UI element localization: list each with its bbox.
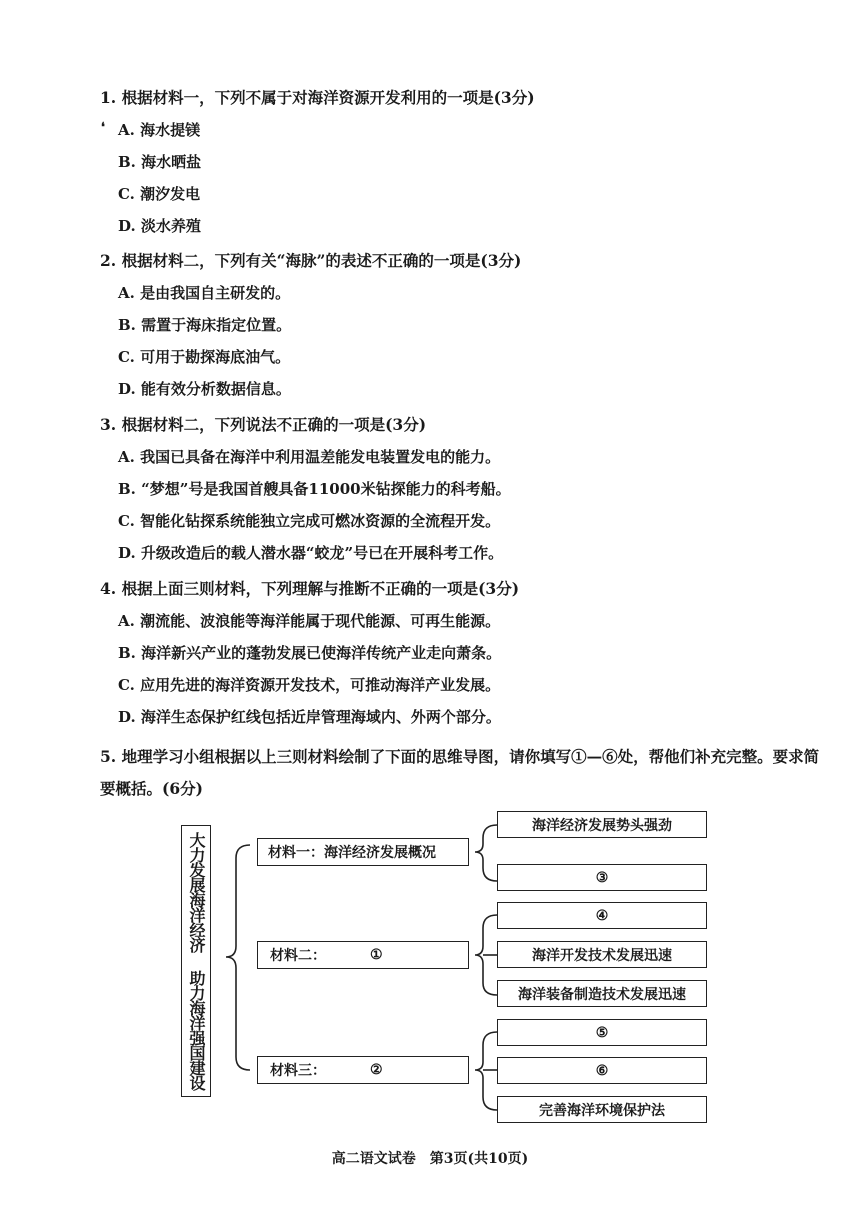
question-4 bbox=[100, 579, 820, 727]
option-d: D. 海洋生态保护红线包括近岸管理海域内、外两个部分。 bbox=[118, 708, 501, 726]
option-c: C. 应用先进的海洋资源开发技术，可推动海洋产业发展。 bbox=[118, 676, 501, 694]
option-c: C. 潮汐发电 bbox=[118, 185, 201, 203]
material-1-box: 材料一：海洋经济发展概况 bbox=[257, 838, 469, 866]
option-d: D. 能有效分析数据信息。 bbox=[118, 380, 291, 398]
blank-2: ② bbox=[370, 1062, 383, 1078]
leaf-box-1: 海洋经济发展势头强劲 bbox=[497, 811, 707, 838]
option-c: C. 智能化钻探系统能独立完成可燃冰资源的全流程开发。 bbox=[118, 512, 501, 530]
option-c: C. 可用于勘探海底油气。 bbox=[118, 348, 291, 366]
option-a: A. 海水提镁 bbox=[118, 121, 201, 139]
material-3-box: 材料三： ② bbox=[257, 1056, 469, 1084]
question-stem: 5. 地理学习小组根据以上三则材料绘制了下面的思维导图，请你填写①—⑥处，帮他们补充完整。要求简要概括。(6分) bbox=[100, 747, 820, 798]
question-2 bbox=[100, 251, 820, 399]
question-3 bbox=[100, 415, 820, 563]
question-stem: 2. 根据材料二，下列有关“海脉”的表述不正确的一项是(3分) bbox=[100, 251, 522, 270]
leaf-box-8: 完善海洋环境保护法 bbox=[497, 1096, 707, 1123]
leaf-box-4: 海洋开发技术发展迅速 bbox=[497, 941, 707, 968]
scan-mark: ❛ bbox=[101, 120, 105, 134]
question-5 bbox=[100, 741, 820, 805]
page-footer: 高二语文试卷 第3页(共10页) bbox=[331, 1151, 529, 1167]
option-b: B. “梦想”号是我国首艘具备11000米钻探能力的科考船。 bbox=[118, 480, 511, 498]
option-a: A. 潮流能、波浪能等海洋能属于现代能源、可再生能源。 bbox=[118, 612, 501, 630]
blank-1: ① bbox=[370, 947, 383, 963]
option-a: A. 是由我国自主研发的。 bbox=[118, 284, 291, 302]
question-stem: 1. 根据材料一，下列不属于对海洋资源开发利用的一项是(3分) bbox=[100, 88, 535, 107]
leaf-box-blank-6: ⑥ bbox=[497, 1057, 707, 1084]
option-b: B. 海洋新兴产业的蓬勃发展已使海洋传统产业走向萧条。 bbox=[118, 644, 502, 662]
leaf-box-blank-4: ④ bbox=[497, 902, 707, 929]
option-b: B. 海水晒盐 bbox=[118, 153, 202, 171]
mind-map-title: 大力发展海洋经济 助力海洋强国建设 bbox=[181, 825, 211, 1097]
option-a: A. 我国已具备在海洋中利用温差能发电装置发电的能力。 bbox=[118, 448, 501, 466]
option-b: B. 需置于海床指定位置。 bbox=[118, 316, 292, 334]
question-stem: 4. 根据上面三则材料，下列理解与推断不正确的一项是(3分) bbox=[100, 579, 520, 598]
question-stem: 3. 根据材料二，下列说法不正确的一项是(3分) bbox=[100, 415, 427, 434]
option-d: D. 淡水养殖 bbox=[118, 217, 201, 235]
option-d: D. 升级改造后的载人潜水器“蛟龙”号已在开展科考工作。 bbox=[118, 544, 504, 562]
leaf-box-5: 海洋装备制造技术发展迅速 bbox=[497, 980, 707, 1007]
material-2-box: 材料二： ① bbox=[257, 941, 469, 969]
question-1 bbox=[100, 88, 820, 236]
leaf-box-blank-3: ③ bbox=[497, 864, 707, 891]
leaf-box-blank-5: ⑤ bbox=[497, 1019, 707, 1046]
